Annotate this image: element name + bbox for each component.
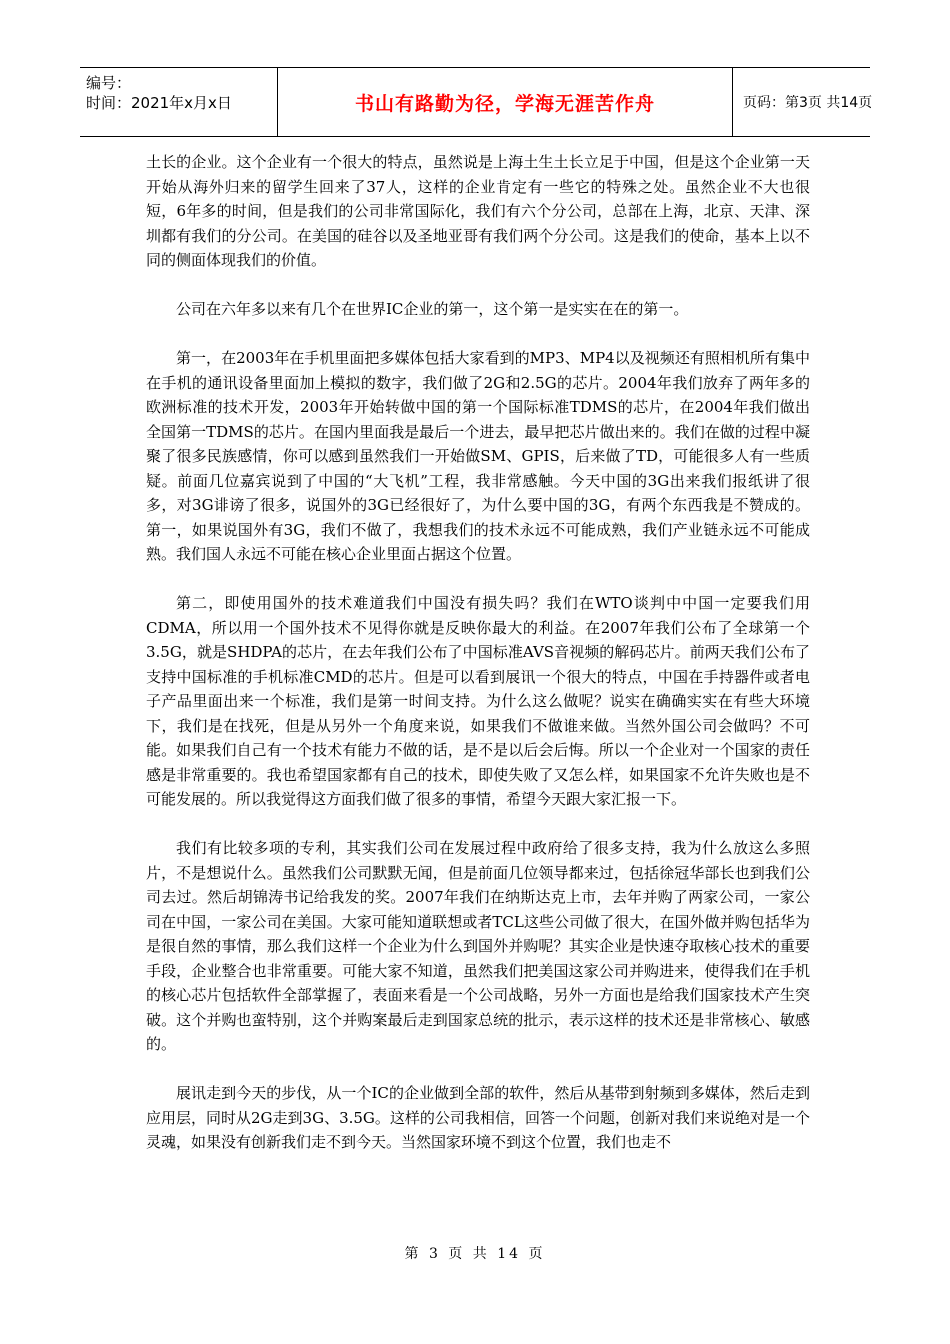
- header-meta: [80, 68, 277, 136]
- page-header: [80, 67, 873, 137]
- header-motto-cell: [277, 68, 733, 136]
- motto-text: 书山有路勤为径，学海无涯苦作舟: [354, 92, 655, 115]
- paragraph-4: 第二，即使用国外的技术难道我们中国没有损失吗？我们在WTO谈判中中国一定要我们用CDMA，所以用一个国外技术不见得你就是反映你最大的利益。在2007年我们公布了全球第一个3.5G，就是SHDPA的芯片，在去年我们公布了中国标准AVS音视频的解码芯片。前两天我们公布了支持中国标准的手机标准CMD的芯片。但是可以看到展讯一个很大的特点，中国在手持器件或者电子产品里面出来一个标准，我们是第一时间支持。为什么这么做呢？说实在确确实实在有些大环境下，我们是在找死，但是从另外一个角度来说，如果我们不做谁来做。当然外国公司会做吗？不可能。如果我们自己有一个技术有能力不做的话，是不是以后会后悔。所以一个企业对一个国家的责任感是非常重要的。我也希望国家都有自己的技术，即使失败了又怎么样，如果国家不允许失败也是不可能发展的。所以我觉得这方面我们做了很多的事情，希望今天跟大家汇报一下。: [146, 594, 810, 808]
- time-label: 时间：2021年x月x日: [86, 94, 232, 112]
- paragraph-1: 土长的企业。这个企业有一个很大的特点，虽然说是上海土生土长立足于中国，但是这个企业第一天开始从海外归来的留学生回来了37人，这样的企业肯定有一些它的特殊之处。虽然企业不大也很短，6年多的时间，但是我们的公司非常国际化，我们有六个分公司，总部在上海，北京、天津、深圳都有我们的分公司。在美国的硅谷以及圣地亚哥有我们两个分公司。这是我们的使命，基本上以不同的侧面体现我们的价值。: [146, 153, 810, 269]
- page-footer: 第 3 页 共 14 页: [404, 1246, 546, 1262]
- paragraph-3: 第一，在2003年在手机里面把多媒体包括大家看到的MP3、MP4以及视频还有照相机所有集中在手机的通讯设备里面加上模拟的数字，我们做了2G和2.5G的芯片。2004年我们放弃了两年多的欧洲标准的技术开发，2003年开始转做中国的第一个国际标准TDMS的芯片，在2004年我们做出全国第一TDMS的芯片。在国内里面我是最后一个进去，最早把芯片做出来的。我们在做的过程中凝聚了很多民族感情，你可以感到虽然我们一开始做SM、GPIS，后来做了TD，可能很多人有一些质疑。前面几位嘉宾说到了中国的“大飞机”工程，我非常感触。今天中国的3G出来我们报纸讲了很多，对3G诽谤了很多，说国外的3G已经很好了，为什么要中国的3G，有两个东西我是不赞成的。第一，如果说国外有3G，我们不做了，我想我们的技术永远不可能成熟，我们产业链永远不可能成熟。我们国人永远不可能在核心企业里面占据这个位置。: [146, 349, 810, 563]
- paragraph-6: 展讯走到今天的步伐，从一个IC的企业做到全部的软件，然后从基带到射频到多媒体，然后走到应用层，同时从2G走到3G、3.5G。这样的公司我相信，回答一个问题，创新对我们来说绝对是一个灵魂，如果没有创新我们走不到今天。当然国家环境不到这个位置，我们也走不: [146, 1084, 810, 1151]
- paragraph-2: 公司在六年多以来有几个在世界IC企业的第一，这个第一是实实在在的第一。: [176, 300, 689, 318]
- document-body: [146, 150, 810, 1179]
- serial-number-label: 编号：: [86, 74, 132, 92]
- header-page-info: 页码：第3页 共14页: [743, 95, 873, 111]
- paragraph-5: 我们有比较多项的专利，其实我们公司在发展过程中政府给了很多支持，我为什么放这么多照片，不是想说什么。虽然我们公司默默无闻，但是前面几位领导都来过，包括徐冠华部长也到我们公司去过。然后胡锦涛书记给我发的奖。2007年我们在纳斯达克上市，去年并购了两家公司，一家公司在中国，一家公司在美国。大家可能知道联想或者TCL这些公司做了很大，在国外做并购包括华为是很自然的事情，那么我们这样一个企业为什么到国外并购呢？其实企业是快速夺取核心技术的重要手段，企业整合也非常重要。可能大家不知道，虽然我们把美国这家公司并购进来，使得我们在手机的核心芯片包括软件全部掌握了，表面来看是一个公司战略，另外一方面也是给我们国家技术产生突破。这个并购也蛮特别，这个并购案最后走到国家总统的批示，表示这样的技术还是非常核心、敏感的。: [146, 839, 810, 1053]
